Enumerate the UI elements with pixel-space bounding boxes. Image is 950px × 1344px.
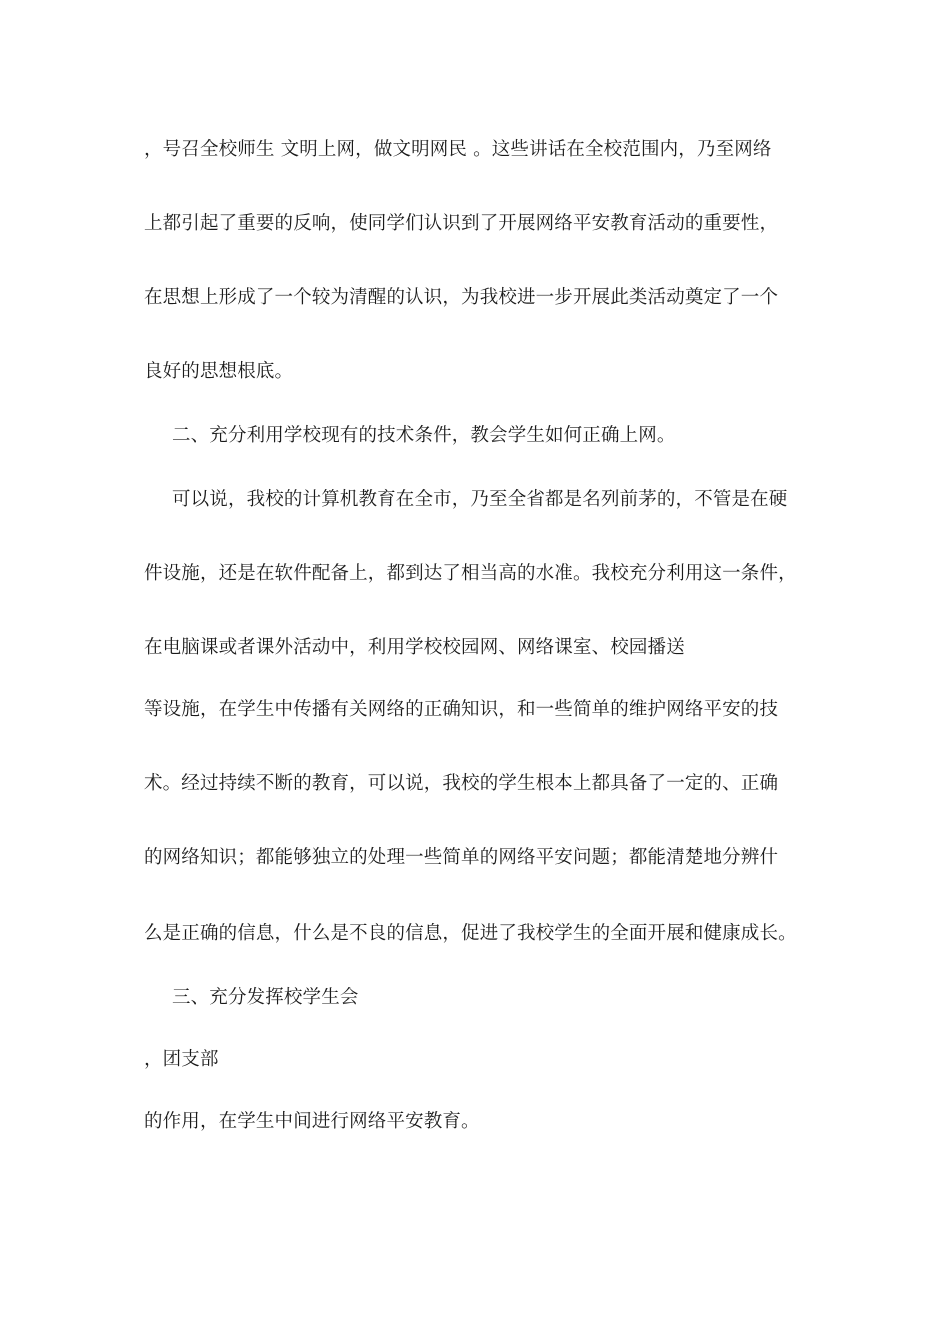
section-heading: 三、充分发挥校学生会	[172, 987, 359, 1008]
text-line: 的网络知识；都能够独立的处理一些简单的网络平安问题；都能清楚地分辨什	[144, 847, 779, 868]
text-line: 的作用，在学生中间进行网络平安教育。	[144, 1111, 480, 1132]
text-line: 件设施，还是在软件配备上，都到达了相当高的水准。我校充分利用这一条件，	[144, 563, 797, 584]
section-heading: 二、充分利用学校现有的技术条件，教会学生如何正确上网。	[172, 425, 676, 446]
text-line: 在电脑课或者课外活动中，利用学校校园网、网络课室、校园播送	[144, 637, 685, 658]
text-line: 可以说，我校的计算机教育在全市，乃至全省都是名列前茅的，不管是在硬	[172, 489, 788, 510]
text-line: 在思想上形成了一个较为清醒的认识，为我校进一步开展此类活动奠定了一个	[144, 287, 779, 308]
text-line: ，团支部	[144, 1049, 219, 1070]
text-line: 良好的思想根底。	[144, 361, 294, 382]
text-line: 等设施，在学生中传播有关网络的正确知识，和一些简单的维护网络平安的技	[144, 699, 779, 720]
text-line: ，号召全校师生 文明上网，做文明网民 。这些讲话在全校范围内，乃至网络	[144, 139, 772, 160]
text-line: 术。经过持续不断的教育，可以说，我校的学生根本上都具备了一定的、正确	[144, 773, 779, 794]
text-line: 上都引起了重要的反响，使同学们认识到了开展网络平安教育活动的重要性，	[144, 213, 779, 234]
text-line: 么是正确的信息，什么是不良的信息，促进了我校学生的全面开展和健康成长。	[144, 923, 797, 944]
